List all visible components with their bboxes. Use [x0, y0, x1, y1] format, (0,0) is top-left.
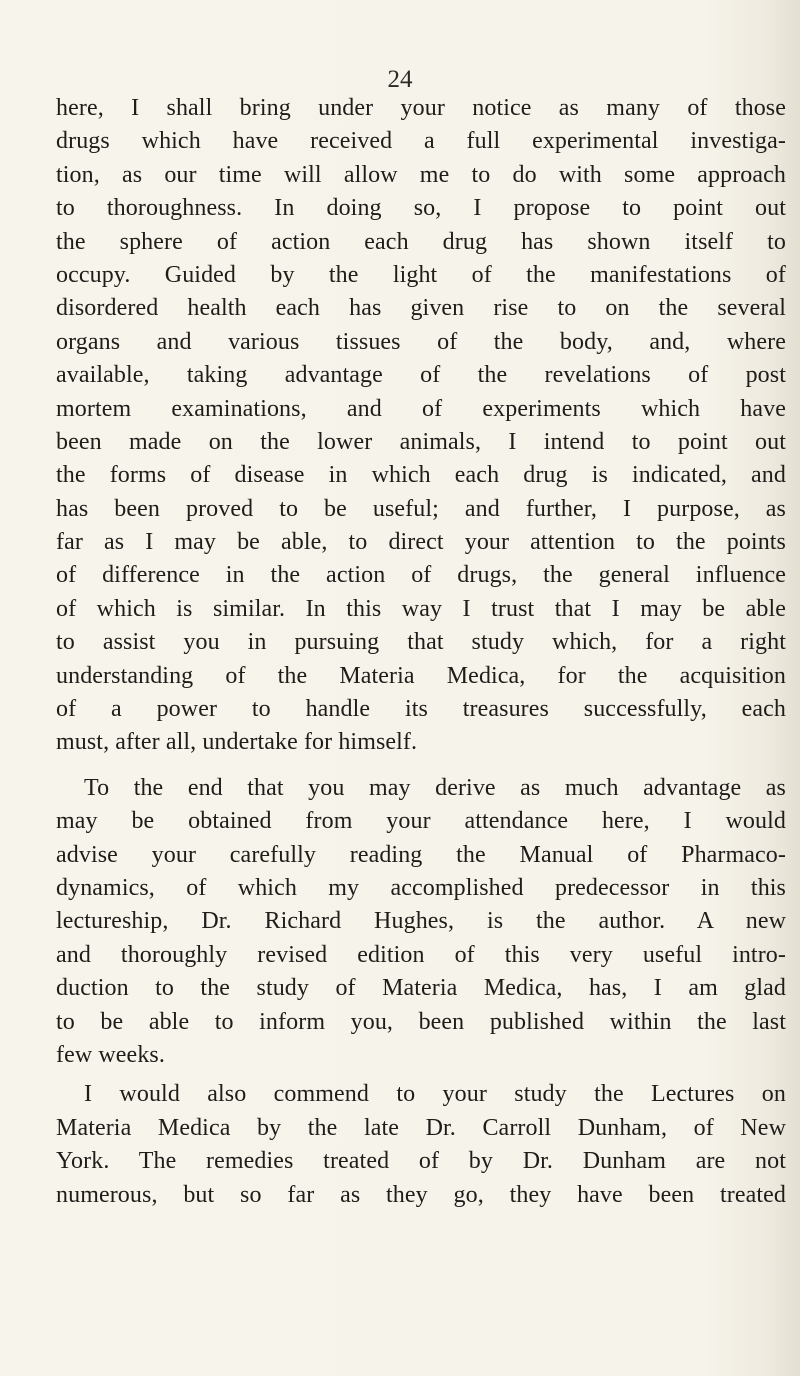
text-line: I would also commend to your study the Lectures on — [84, 1081, 786, 1108]
body-text — [56, 92, 786, 1212]
text-line: the forms of disease in which each drug is indicated, and — [56, 462, 786, 489]
text-line: duction to the study of Materia Medica, has, I am glad — [56, 975, 786, 1002]
text-line: mortem examinations, and of experiments which have — [56, 395, 786, 422]
text-line: to assist you in pursuing that study which, for a right — [56, 629, 786, 656]
text-line: of which is similar. In this way I trust that I may be able — [56, 595, 786, 622]
text-line: of difference in the action of drugs, the general influence — [56, 562, 786, 589]
text-line: here, I shall bring under your notice as many of those — [56, 95, 786, 121]
text-line: York. The remedies treated of by Dr. Dunham are not — [56, 1148, 786, 1175]
text-line: of a power to handle its treasures successfully, each — [56, 696, 786, 723]
text-line: far as I may be able, to direct your attention to the points — [56, 529, 786, 556]
text-line: may be obtained from your attendance here, I would — [56, 808, 786, 835]
text-line: to be able to inform you, been published within the last — [56, 1008, 786, 1035]
text-line: the sphere of action each drug has shown itself to — [56, 228, 786, 255]
text-line: organs and various tissues of the body, and, where — [56, 328, 786, 355]
text-line: understanding of the Materia Medica, for the acquisition — [56, 662, 786, 689]
text-line: numerous, but so far as they go, they have been treated — [56, 1181, 786, 1208]
text-line: occupy. Guided by the light of the manifestations of — [56, 261, 786, 288]
text-line: been made on the lower animals, I intend to point out — [56, 428, 786, 455]
text-line: available, taking advantage of the revelations of post — [56, 362, 786, 389]
text-line: must, after all, undertake for himself. — [56, 729, 418, 756]
paragraph-1 — [56, 92, 786, 760]
text-line: has been proved to be useful; and further, I purpose, as — [56, 495, 786, 522]
text-line: dynamics, of which my accomplished predecessor in this — [56, 874, 786, 901]
text-line: lectureship, Dr. Richard Hughes, is the author. A new — [56, 908, 786, 935]
text-line: advise your carefully reading the Manual of Pharmaco- — [56, 841, 786, 868]
text-line: tion, as our time will allow me to do with some approach — [56, 161, 786, 188]
text-line: disordered health each has given rise to on the several — [56, 295, 786, 322]
text-line: To the end that you may derive as much advantage as — [84, 774, 786, 801]
paragraph-2 — [56, 772, 786, 1073]
paragraph-3 — [56, 1078, 786, 1212]
text-line: Materia Medica by the late Dr. Carroll Dunham, of New — [56, 1114, 786, 1141]
text-line: few weeks. — [56, 1041, 165, 1068]
text-line: drugs which have received a full experimental investiga- — [56, 128, 786, 155]
text-line: and thoroughly revised edition of this very useful intro- — [56, 941, 786, 968]
text-line: to thoroughness. In doing so, I propose to point out — [56, 195, 786, 222]
page-number: 24 — [387, 66, 413, 93]
